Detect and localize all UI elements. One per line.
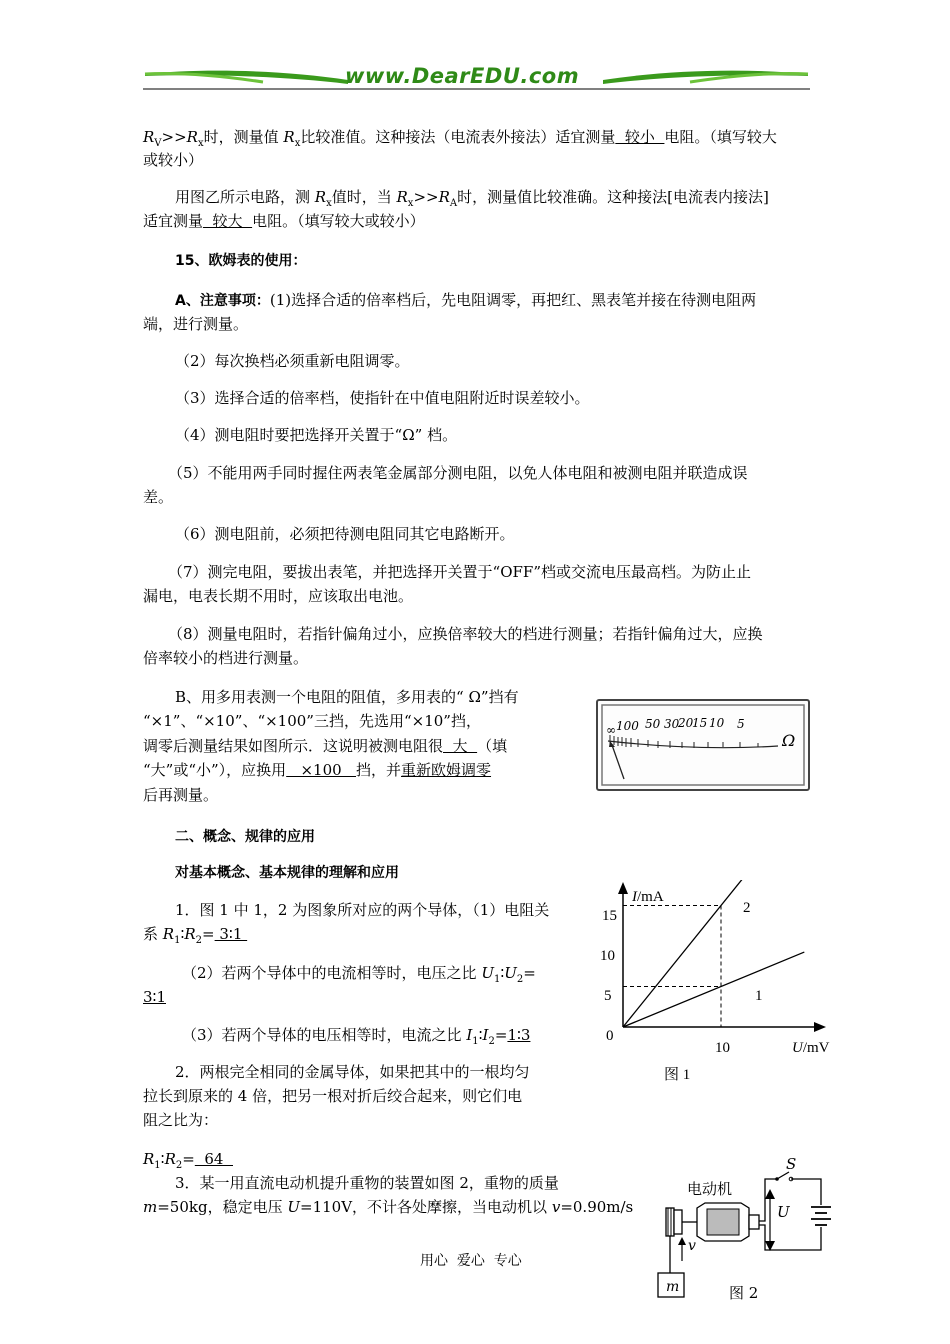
partA-item5: （5）不能用两手同时握住两表笔金属部分测电阻，以免人体电阻和被测电阻并联造成误 <box>168 464 748 482</box>
figure-1-caption: 图 1 <box>664 1067 691 1083</box>
para2-line1: 用图乙所示电路，测 $R_x$值时，当 $R_x>>R_A$时，测量值比较准确。这种接法[电流表内接法] <box>175 188 769 209</box>
section-2-subtitle: 对基本概念、基本规律的理解和应用 <box>175 865 399 881</box>
q1-line1: 1．图 1 中 1，2 为图象所对应的两个导体，（1）电阻关 <box>175 901 550 919</box>
page-footer: 用心 爱心 专心 <box>420 1253 522 1269</box>
meter-ticks <box>610 735 758 748</box>
partB-line2: “×1”、“×10”、“×100”三挡，先选用“×10”挡， <box>143 712 481 730</box>
figure-1-chart <box>596 880 836 1090</box>
answer-blank: 3∶1 <box>143 988 166 1006</box>
partB-line3: 调零后测量结果如图所示．这说明被测电阻很 大 （填 <box>143 737 508 755</box>
partA-item3: （3）选择合适的倍率档，使指针在中值电阻附近时误差较小。 <box>175 389 590 407</box>
answer-blank: 64 <box>194 1150 233 1168</box>
x-axis-arrow <box>814 1022 826 1032</box>
scale-label-10: 10 <box>709 716 725 730</box>
y-axis-label: I/mA <box>632 889 664 905</box>
series-line-1 <box>623 952 804 1027</box>
q2-line4: $R_1∶R_2= 64$ <box>143 1150 233 1171</box>
meter-arc <box>608 741 778 748</box>
answer-blank: 较大 <box>203 212 253 230</box>
para2-line2: 适宜测量 较大 电阻。（填写较大或较小） <box>143 212 425 230</box>
site-logo: www.DearEDU.com <box>345 64 580 88</box>
para1-line2: 或较小） <box>143 151 204 169</box>
meter-needle <box>612 745 624 779</box>
q2-line1: 2．两根完全相同的金属导体，如果把其中的一根均匀 <box>175 1063 530 1081</box>
partB-line4: “大”或“小”），应换用 ×100 挡，并重新欧姆调零 <box>143 761 492 779</box>
partB-line1: B、用多用表测一个电阻的阻值，多用表的“ Ω”挡有 <box>175 688 519 706</box>
y-tick-15: 15 <box>602 908 617 924</box>
partA-item8: （8）测量电阻时，若指针偏角过小，应换倍率较大的档进行测量；若指针偏角过大，应换 <box>168 625 763 643</box>
scale-label-20: 20 <box>678 716 694 730</box>
figure-2-circuit <box>655 1155 835 1305</box>
y-tick-10: 10 <box>600 948 615 964</box>
line-1-label: 1 <box>755 988 763 1004</box>
q1-line2: 系 $R_1∶R_2=$ 3∶1 <box>143 925 248 946</box>
partA-item1: A、注意事项：(1)选择合适的倍率档后，先电阻调零，再把红、黑表笔并接在待测电阻两 <box>175 291 757 309</box>
q3-line1: 3．某一用直流电动机提升重物的装置如图 2，重物的质量 <box>175 1174 559 1192</box>
scale-label-inf: ∞ <box>606 723 616 737</box>
y-axis-arrow <box>618 882 628 894</box>
x-tick-10: 10 <box>715 1040 730 1056</box>
partB-line5: 后再测量。 <box>143 786 219 804</box>
scale-label-5: 5 <box>737 717 745 731</box>
voltage-label: U <box>777 1203 790 1221</box>
partA-item2: （2）每次换档必须重新电阻调零。 <box>175 352 410 370</box>
q2-line3: 阻之比为： <box>143 1111 219 1129</box>
answer-blank: 重新欧姆调零 <box>401 761 492 779</box>
answer-blank: ×100 <box>286 761 356 779</box>
switch <box>777 1172 789 1179</box>
partA-item7: （7）测完电阻，要拔出表笔，并把选择开关置于“OFF”档或交流电压最高档。为防止止 <box>168 563 751 581</box>
y-tick-5: 5 <box>604 988 612 1004</box>
mass-label: m <box>666 1279 680 1295</box>
ohmmeter-figure <box>596 699 810 791</box>
partA-item6: （6）测电阻前，必须把待测电阻同其它电路断开。 <box>175 525 515 543</box>
q3-line2: m=50kg，稳定电压 U=110V，不计各处摩擦，当电动机以 v=0.90m/s <box>143 1198 634 1216</box>
switch-label: S <box>786 1155 797 1173</box>
partA-item1-cont: 端，进行测量。 <box>143 315 249 333</box>
answer-blank: 1∶3 <box>507 1026 531 1044</box>
velocity-label: v <box>688 1238 696 1254</box>
para1-line1: $R_V>>R_x$时，测量值 $R_x$比较准值。这种接法（电流表外接法）适宜测量 较小 电阻。（填写较大 <box>143 128 777 149</box>
answer-blank: 大 <box>443 737 478 755</box>
q1-line3: （2）若两个导体中的电流相等时，电压之比 $U_1∶U_2=$ <box>182 964 536 985</box>
line-2-label: 2 <box>743 900 751 916</box>
scale-label-30: 30 <box>664 717 680 731</box>
scale-label-50: 50 <box>645 717 661 731</box>
scale-label-100: 100 <box>616 719 639 733</box>
partA-item7-cont: 漏电，电表长期不用时，应该取出电池。 <box>143 587 414 605</box>
motor-label: 电动机 <box>687 1180 733 1198</box>
scale-label-15: 15 <box>692 716 708 730</box>
answer-blank: 较小 <box>615 128 665 146</box>
section-2-title: 二、概念、规律的应用 <box>175 829 315 845</box>
partA-item5-cont: 差。 <box>143 488 174 506</box>
y-tick-0: 0 <box>606 1028 614 1044</box>
answer-blank: 3∶1 <box>214 925 248 943</box>
partA-item4: （4）测电阻时要把选择开关置于“Ω” 档。 <box>175 426 458 444</box>
figure-2-caption: 图 2 <box>729 1284 759 1302</box>
ohm-unit: Ω <box>782 731 796 750</box>
q2-line2: 拉长到原来的 4 倍，把另一根对折后绞合起来，则它们电 <box>143 1087 523 1105</box>
section-15-title: 15、欧姆表的使用： <box>175 253 307 269</box>
x-axis-label: U/mV <box>792 1040 830 1056</box>
drum <box>666 1208 674 1236</box>
q1-line5: （3）若两个导体的电压相等时，电流之比 $I_1∶I_2=1∶3$ <box>182 1026 531 1047</box>
partA-item8-cont: 倍率较小的档进行测量。 <box>143 649 309 667</box>
